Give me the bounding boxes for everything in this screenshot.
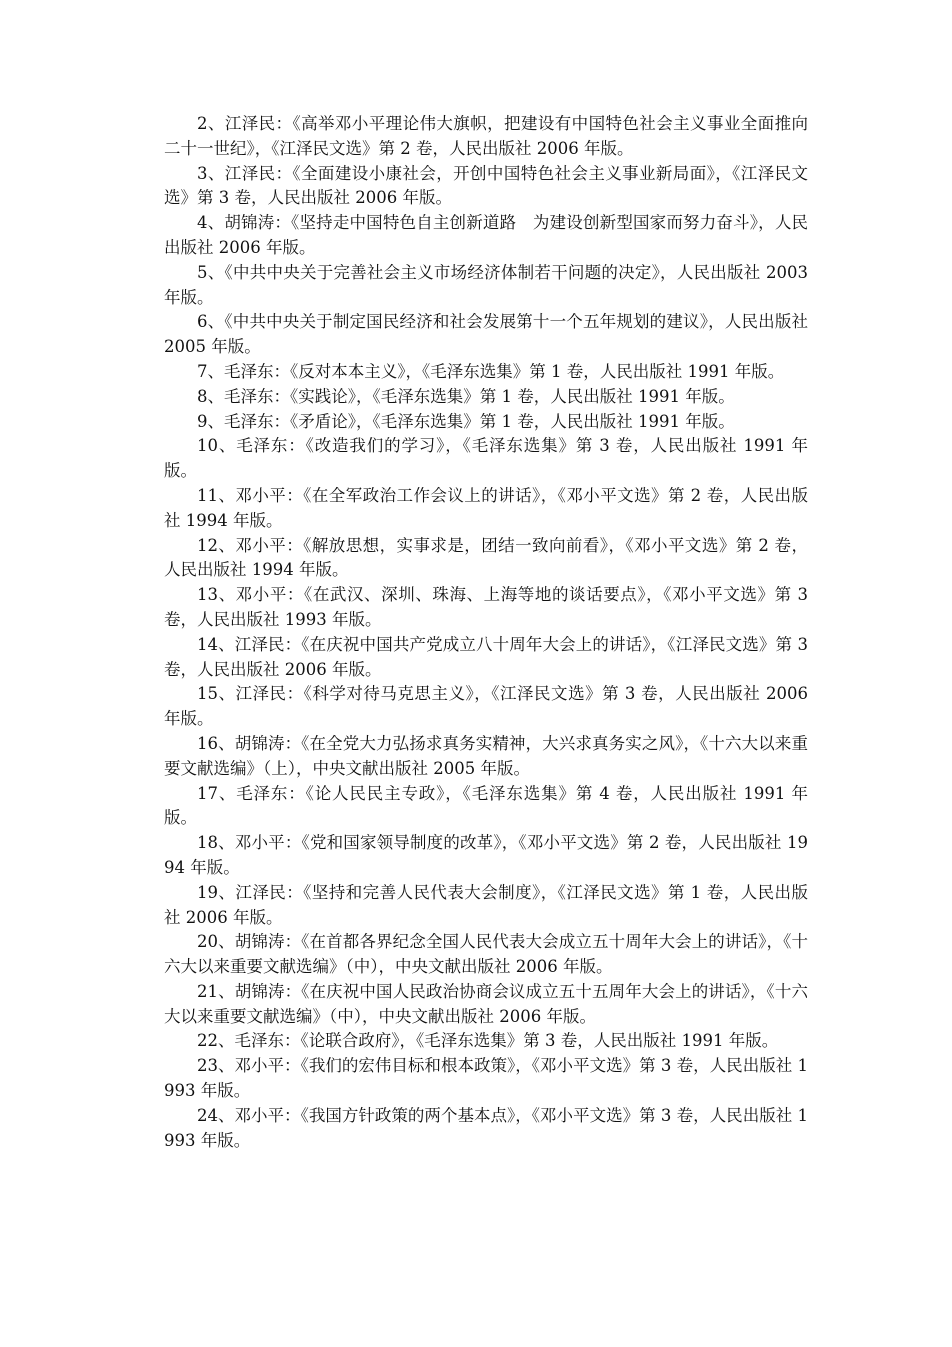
reference-item: 20、胡锦涛：《在首都各界纪念全国人民代表大会成立五十周年大会上的讲话》，《十六大以来重要文献选编》（中），中央文献出版社 2006 年版。 [164, 932, 808, 977]
reference-item: 17、毛泽东：《论人民民主专政》，《毛泽东选集》第 4 卷，人民出版社 1991 年版。 [164, 783, 808, 828]
reference-item: 16、胡锦涛：《在全党大力弘扬求真务实精神，大兴求真务实之风》，《十六大以来重要文献选编》（上），中央文献出版社 2005 年版。 [164, 733, 808, 778]
reference-item: 10、毛泽东：《改造我们的学习》，《毛泽东选集》第 3 卷，人民出版社 1991 年版。 [164, 436, 808, 481]
reference-item: 8、毛泽东：《实践论》，《毛泽东选集》第 1 卷，人民出版社 1991 年版。 [197, 386, 735, 406]
reference-item: 5、《中共中央关于完善社会主义市场经济体制若干问题的决定》，人民出版社 2003 年版。 [164, 262, 808, 307]
reference-item: 7、毛泽东：《反对本本主义》，《毛泽东选集》第 1 卷，人民出版社 1991 年版。 [197, 361, 785, 381]
reference-item: 18、邓小平：《党和国家领导制度的改革》，《邓小平文选》第 2 卷，人民出版社 1994 年版。 [164, 833, 808, 877]
reference-item: 13、邓小平：《在武汉、深圳、珠海、上海等地的谈话要点》，《邓小平文选》第 3 卷，人民出版社 1993 年版。 [164, 585, 808, 629]
reference-item: 4、胡锦涛：《坚持走中国特色自主创新道路 为建设创新型国家而努力奋斗》，人民出版社 2006 年版。 [164, 213, 808, 257]
reference-item: 6、《中共中央关于制定国民经济和社会发展第十一个五年规划的建议》，人民出版社 2005 年版。 [164, 312, 808, 357]
reference-item: 9、毛泽东：《矛盾论》，《毛泽东选集》第 1 卷，人民出版社 1991 年版。 [197, 411, 735, 431]
reference-list [164, 112, 808, 1153]
reference-item: 2、江泽民：《高举邓小平理论伟大旗帜，把建设有中国特色社会主义事业全面推向二十一世纪》，《江泽民文选》第 2 卷，人民出版社 2006 年版。 [164, 114, 808, 158]
reference-item: 11、邓小平：《在全军政治工作会议上的讲话》，《邓小平文选》第 2 卷，人民出版社 1994 年版。 [164, 485, 808, 530]
reference-item: 15、江泽民：《科学对待马克思主义》，《江泽民文选》第 3 卷，人民出版社 2006 年版。 [164, 684, 808, 729]
reference-item: 22、毛泽东：《论联合政府》，《毛泽东选集》第 3 卷，人民出版社 1991 年版。 [197, 1031, 779, 1051]
reference-item: 21、胡锦涛：《在庆祝中国人民政治协商会议成立五十五周年大会上的讲话》，《十六大以来重要文献选编》（中），中央文献出版社 2006 年版。 [164, 981, 808, 1026]
reference-item: 12、邓小平：《解放思想，实事求是，团结一致向前看》，《邓小平文选》第 2 卷，人民出版社 1994 年版。 [164, 535, 808, 580]
reference-item: 24、邓小平：《我国方针政策的两个基本点》，《邓小平文选》第 3 卷，人民出版社 1993 年版。 [164, 1105, 808, 1150]
reference-item: 19、江泽民：《坚持和完善人民代表大会制度》，《江泽民文选》第 1 卷，人民出版社 2006 年版。 [164, 882, 808, 927]
reference-item: 23、邓小平：《我们的宏伟目标和根本政策》，《邓小平文选》第 3 卷，人民出版社 1993 年版。 [164, 1056, 808, 1101]
reference-item: 3、江泽民：《全面建设小康社会，开创中国特色社会主义事业新局面》，《江泽民文选》第 3 卷，人民出版社 2006 年版。 [164, 163, 808, 208]
reference-item: 14、江泽民：《在庆祝中国共产党成立八十周年大会上的讲话》，《江泽民文选》第 3 卷，人民出版社 2006 年版。 [164, 634, 808, 679]
